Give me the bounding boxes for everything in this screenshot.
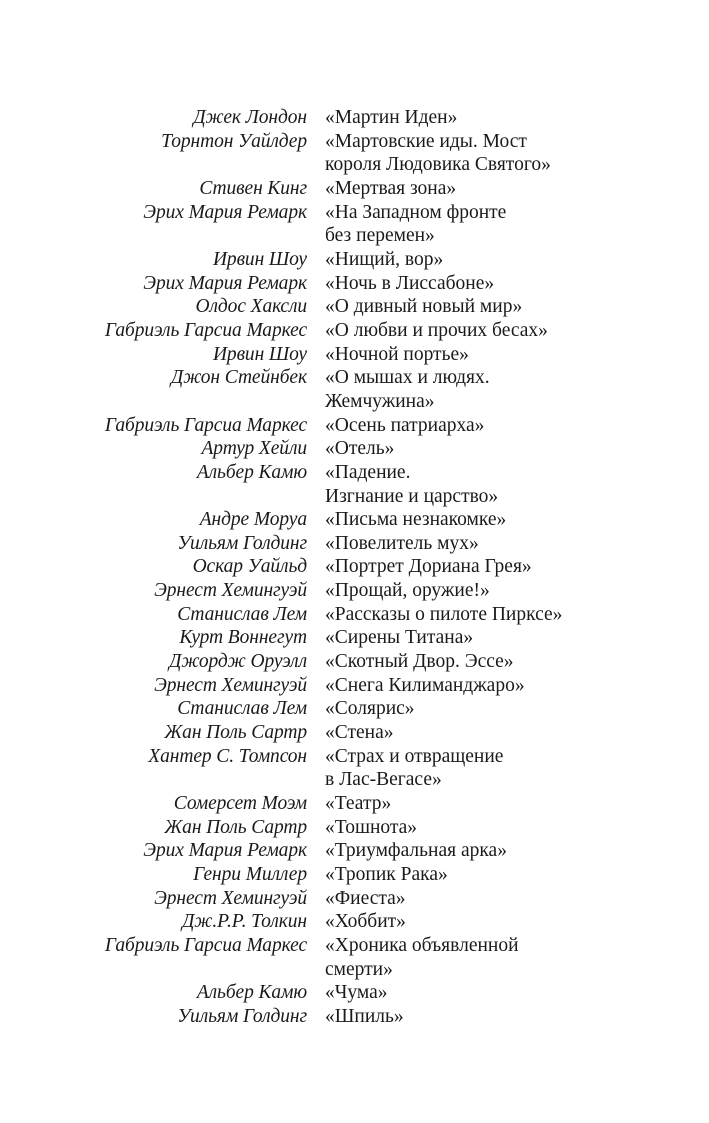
book-title-line: без перемен»: [325, 225, 435, 247]
book-title: [325, 319, 605, 343]
author-name: Эрих Мария Ремарк: [143, 201, 307, 223]
author-name: Сомерсет Моэм: [173, 793, 307, 815]
book-title-line: «Театр»: [325, 793, 392, 815]
book-title: [325, 343, 605, 367]
list-item: [0, 721, 709, 745]
book-title-line: «Мертвая зона»: [325, 177, 457, 199]
book-title: [325, 130, 605, 177]
list-item: [0, 697, 709, 721]
book-title-line: «Скотный Двор. Эссе»: [325, 651, 514, 673]
author-name: Артур Хейли: [201, 438, 307, 460]
list-item: [0, 816, 709, 840]
book-title-line: «Тропик Рака»: [325, 864, 448, 885]
author-name: Олдос Хаксли: [195, 296, 307, 318]
book-title-line: «Хроника объявленной: [325, 934, 519, 956]
book-title: [325, 863, 605, 887]
book-title-line: «Ночь в Лиссабоне»: [325, 272, 495, 294]
book-title-line: «Хоббит»: [325, 911, 406, 933]
list-item: [0, 555, 709, 579]
list-item: [0, 272, 709, 296]
author-name: Станислав Лем: [177, 698, 307, 720]
author-name: Эрнест Хемингуэй: [154, 674, 307, 696]
author-name: Эрих Мария Ремарк: [143, 272, 307, 294]
book-title: [325, 414, 605, 438]
author-name: Габриэль Гарсиа Маркес: [104, 319, 307, 341]
author-name: Стивен Кинг: [199, 177, 307, 199]
author-name: Ирвин Шоу: [212, 343, 307, 365]
list-item: [0, 508, 709, 532]
book-title-line: «Сирены Титана»: [325, 627, 474, 649]
book-title-line: «О дивный новый мир»: [325, 296, 523, 318]
book-title-line: «Осень патриарха»: [325, 414, 485, 436]
book-title: [325, 177, 605, 201]
list-item: [0, 603, 709, 627]
author-name: Станислав Лем: [177, 603, 307, 625]
book-title-line: Жемчужина»: [325, 390, 435, 412]
book-title-line: смерти»: [325, 958, 393, 980]
list-item: [0, 579, 709, 603]
book-title-line: «Мартин Иден»: [325, 107, 458, 128]
book-title: [325, 295, 605, 319]
book-title-line: «Шпиль»: [325, 1005, 404, 1027]
author-name: Дж.Р.Р. Толкин: [181, 911, 307, 933]
list-item: [0, 366, 709, 413]
list-item: [0, 674, 709, 698]
list-item: [0, 934, 709, 981]
book-title: [325, 461, 605, 508]
list-item: [0, 414, 709, 438]
author-name: Андре Моруа: [199, 509, 307, 531]
book-title-line: «О мышах и людях.: [325, 367, 490, 389]
author-name: Уильям Голдинг: [177, 1005, 307, 1027]
list-item: [0, 201, 709, 248]
author-name: Альбер Камю: [196, 461, 307, 483]
list-item: [0, 863, 709, 887]
book-title-line: «Мартовские иды. Мост: [325, 130, 527, 152]
book-title: [325, 721, 605, 745]
list-item: [0, 626, 709, 650]
author-name: Торнтон Уайлдер: [161, 130, 307, 152]
book-title: [325, 816, 605, 840]
author-name: Курт Воннегут: [179, 627, 307, 649]
author-name: Эрнест Хемингуэй: [154, 887, 307, 909]
book-title: [325, 839, 605, 863]
book-title-line: «Падение.: [325, 461, 411, 483]
book-title-line: «Нищий, вор»: [325, 248, 444, 270]
list-item: [0, 532, 709, 556]
list-item: [0, 437, 709, 461]
list-item: [0, 910, 709, 934]
list-item: [0, 130, 709, 177]
list-item: [0, 887, 709, 911]
list-item: [0, 106, 709, 130]
book-title-line: «Солярис»: [325, 698, 415, 720]
list-item: [0, 981, 709, 1005]
book-title-line: «Чума»: [325, 982, 388, 1004]
book-title: [325, 887, 605, 911]
author-name: Оскар Уайльд: [192, 556, 307, 578]
author-name: Жан Поль Сартр: [164, 722, 307, 744]
author-name: Уильям Голдинг: [177, 532, 307, 554]
book-title-line: «Отель»: [325, 438, 395, 460]
author-name: Джек Лондон: [193, 107, 307, 128]
book-title: [325, 248, 605, 272]
book-title: [325, 934, 605, 981]
book-title-line: «Фиеста»: [325, 887, 406, 909]
list-item: [0, 650, 709, 674]
book-title-line: «Ночной портье»: [325, 343, 469, 365]
list-item: [0, 745, 709, 792]
list-item: [0, 248, 709, 272]
book-list: [0, 106, 709, 1029]
book-title: [325, 981, 605, 1005]
book-title-line: «Стена»: [325, 722, 394, 744]
book-title: [325, 745, 605, 792]
author-name: Джордж Оруэлл: [169, 651, 307, 673]
book-title-line: «Повелитель мух»: [325, 532, 479, 554]
author-name: Габриэль Гарсиа Маркес: [104, 934, 307, 956]
book-title: [325, 910, 605, 934]
book-title: [325, 697, 605, 721]
author-name: Габриэль Гарсиа Маркес: [104, 414, 307, 436]
author-name: Ирвин Шоу: [212, 248, 307, 270]
book-title-line: «На Западном фронте: [325, 201, 507, 223]
author-name: Жан Поль Сартр: [164, 816, 307, 838]
book-title-line: «Письма незнакомке»: [325, 509, 507, 531]
book-title-line: «Снега Килиманджаро»: [325, 674, 525, 696]
book-title-line: «Триумфальная арка»: [325, 840, 507, 862]
book-title: [325, 366, 605, 413]
book-title: [325, 650, 605, 674]
book-title-line: «Портрет Дориана Грея»: [325, 556, 532, 578]
book-title: [325, 626, 605, 650]
list-item: [0, 295, 709, 319]
author-name: Хантер С. Томпсон: [148, 745, 307, 767]
book-title: [325, 272, 605, 296]
book-title: [325, 674, 605, 698]
list-item: [0, 461, 709, 508]
list-item: [0, 792, 709, 816]
book-title: [325, 508, 605, 532]
book-title: [325, 555, 605, 579]
author-name: Джон Стейнбек: [170, 367, 307, 389]
book-title: [325, 532, 605, 556]
book-title: [325, 1005, 605, 1029]
author-name: Альбер Камю: [196, 982, 307, 1004]
book-title-line: «Тошнота»: [325, 816, 418, 838]
book-title-line: в Лас-Вегасе»: [325, 769, 442, 791]
author-name: Генри Миллер: [193, 864, 307, 885]
list-item: [0, 177, 709, 201]
book-title: [325, 792, 605, 816]
book-title-line: «О любви и прочих бесах»: [325, 319, 548, 341]
author-name: Эрнест Хемингуэй: [154, 580, 307, 602]
book-title-line: «Рассказы о пилоте Пирксе»: [325, 603, 563, 625]
book-title: [325, 201, 605, 248]
book-title: [325, 603, 605, 627]
list-item: [0, 343, 709, 367]
list-item: [0, 839, 709, 863]
book-title: [325, 106, 605, 130]
list-item: [0, 1005, 709, 1029]
book-title-line: «Прощай, оружие!»: [325, 580, 490, 602]
author-name: Эрих Мария Ремарк: [143, 840, 307, 862]
book-title-line: «Страх и отвращение: [325, 745, 504, 767]
book-title: [325, 579, 605, 603]
book-title-line: Изгнание и царство»: [325, 485, 499, 507]
book-title: [325, 437, 605, 461]
book-title-line: короля Людовика Святого»: [325, 154, 551, 176]
list-item: [0, 319, 709, 343]
